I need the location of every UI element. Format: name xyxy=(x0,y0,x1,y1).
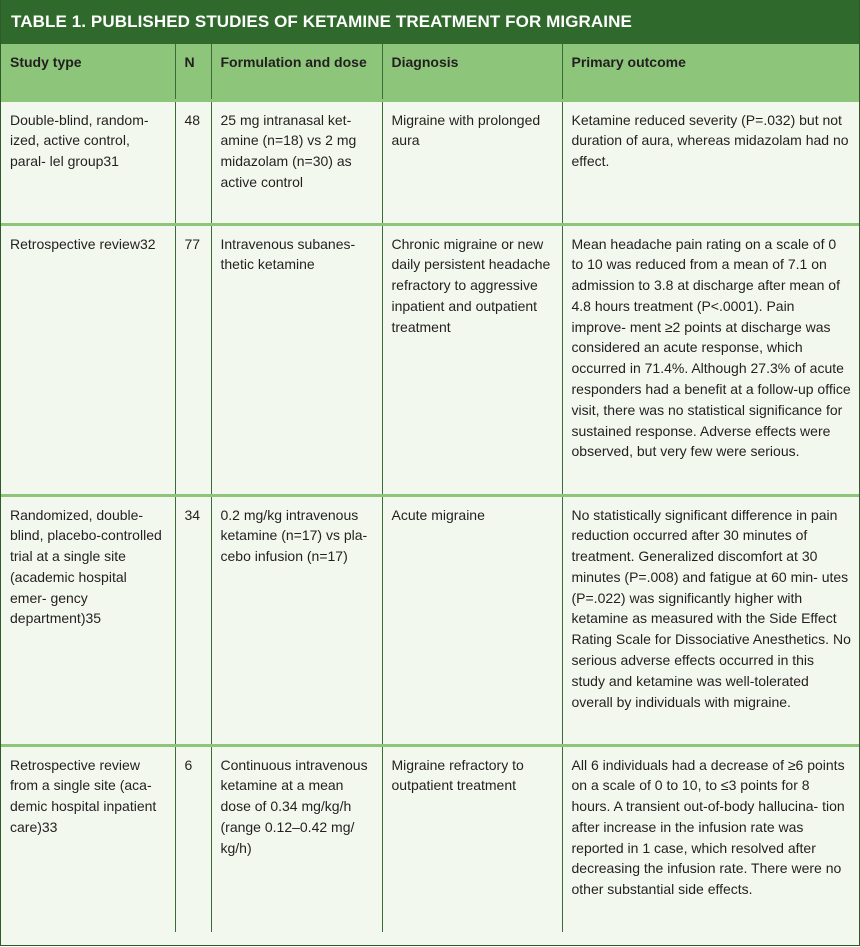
cell-outcome: Ketamine reduced severity (P=.032) but not duration of aura, whereas midazolam had no effect. xyxy=(562,100,859,224)
table-row xyxy=(1,745,859,932)
cell-outcome: All 6 individuals had a decrease of ≥6 points on a scale of 0 to 10, to ≤3 points for 8 hours. A transient out-of-body hallucina- tion after increase in the infusion rate was reported in 1 case, which resolved after decreasing the infusion rate. There were no other substantial side effects. xyxy=(562,745,859,932)
table-title: TABLE 1. PUBLISHED STUDIES OF KETAMINE TREATMENT FOR MIGRAINE xyxy=(1,0,859,44)
cell-n: 6 xyxy=(175,745,211,932)
cell-formulation: 0.2 mg/kg intravenous ketamine (n=17) vs pla- cebo infusion (n=17) xyxy=(211,495,382,745)
cell-diagnosis: Chronic migraine or new daily persistent headache refractory to aggressive inpatient and outpatient treatment xyxy=(382,224,562,495)
cell-n: 77 xyxy=(175,224,211,495)
cell-diagnosis: Migraine refractory to outpatient treatment xyxy=(382,745,562,932)
header-n: N xyxy=(175,44,211,100)
cell-diagnosis: Migraine with prolonged aura xyxy=(382,100,562,224)
header-diagnosis: Diagnosis xyxy=(382,44,562,100)
header-formulation: Formulation and dose xyxy=(211,44,382,100)
cell-formulation: Continuous intravenous ketamine at a mean dose of 0.34 mg/kg/h (range 0.12–0.42 mg/ kg/h) xyxy=(211,745,382,932)
cell-outcome: No statistically significant difference in pain reduction occurred after 30 minutes of treatment. Generalized discomfort at 30 minutes (P=.008) and fatigue at 60 min- utes (P=.022) was significantly higher with ketamine as measured with the Side Effect Rating Scale for Dissociative Anesthetics. No serious adverse effects occurred in this study and ketamine was well-tolerated overall by individuals with migraine. xyxy=(562,495,859,745)
cell-formulation: 25 mg intranasal ket- amine (n=18) vs 2 mg midazolam (n=30) as active control xyxy=(211,100,382,224)
table-row xyxy=(1,495,859,745)
cell-diagnosis: Acute migraine xyxy=(382,495,562,745)
studies-table xyxy=(1,44,859,932)
header-study-type: Study type xyxy=(1,44,175,100)
cell-formulation: Intravenous subanes- thetic ketamine xyxy=(211,224,382,495)
cell-n: 34 xyxy=(175,495,211,745)
cell-study-type: Retrospective review32 xyxy=(1,224,175,495)
cell-study-type: Retrospective review from a single site (aca- demic hospital inpatient care)33 xyxy=(10,756,157,835)
cell-study-type: Randomized, double- blind, placebo-controlled trial at a single site (academic hospital emer- gency department)35 xyxy=(1,495,175,745)
table-row xyxy=(1,224,859,495)
header-row xyxy=(1,44,859,100)
cell-n: 48 xyxy=(175,100,211,224)
cell-outcome: Mean headache pain rating on a scale of 0 to 10 was reduced from a mean of 7.1 on admission to 3.8 at discharge after mean of 4.8 hours treatment (P<.0001). Pain improve- ment ≥2 points at discharge was considered an acute response, which occurred in 71.4%. Although 27.3% of acute responders had a benefit at a follow-up office visit, there was no statistical significance for sustained response. Adverse effects were observed, but very few were serious. xyxy=(562,224,859,495)
table-row xyxy=(1,100,859,224)
header-primary-outcome: Primary outcome xyxy=(562,44,859,100)
cell-study-type: Double-blind, random- ized, active control, paral- lel group31 xyxy=(1,100,175,224)
